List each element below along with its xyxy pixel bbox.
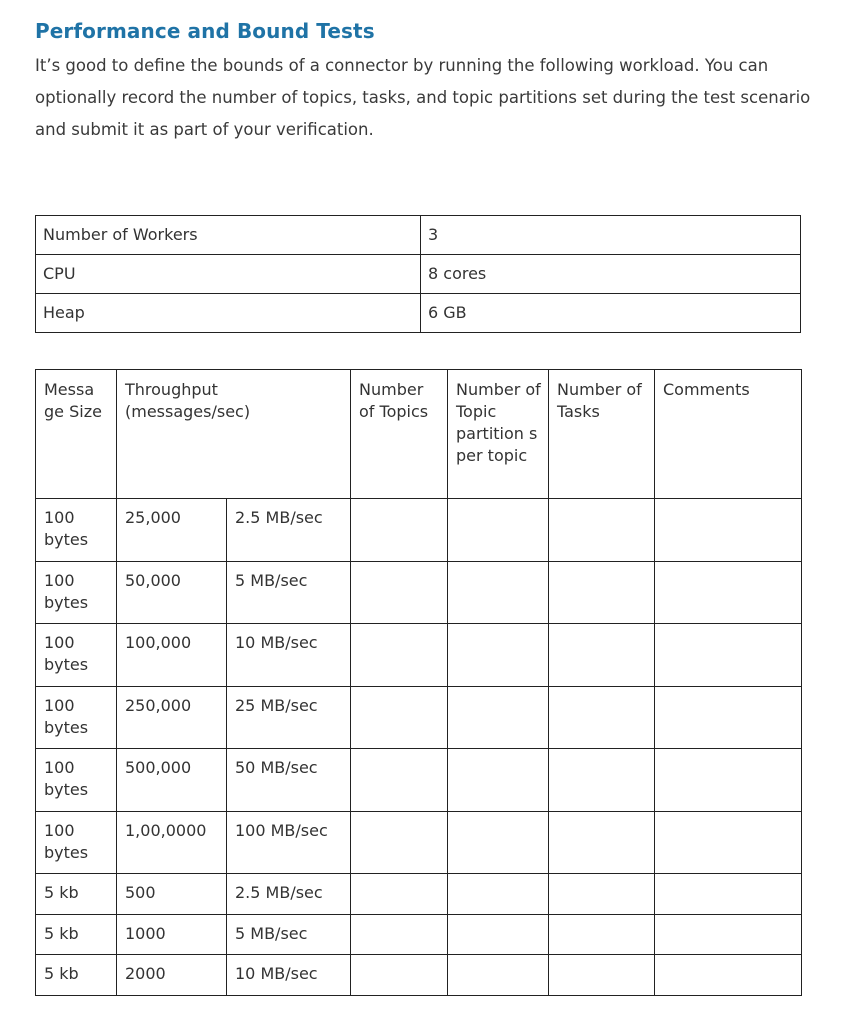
cell-data-rate: 10 MB/sec	[227, 955, 351, 996]
cell-number-of-topics[interactable]	[351, 749, 448, 812]
cell-data-rate: 10 MB/sec	[227, 624, 351, 687]
cell-data-rate: 50 MB/sec	[227, 749, 351, 812]
cell-partitions-per-topic[interactable]	[448, 686, 549, 749]
env-label: CPU	[36, 255, 421, 294]
cell-messages-per-sec: 250,000	[117, 686, 227, 749]
cell-number-of-topics[interactable]	[351, 914, 448, 955]
cell-number-of-topics[interactable]	[351, 499, 448, 562]
cell-data-rate: 2.5 MB/sec	[227, 874, 351, 915]
cell-number-of-tasks[interactable]	[549, 955, 655, 996]
cell-number-of-topics[interactable]	[351, 624, 448, 687]
cell-partitions-per-topic[interactable]	[448, 499, 549, 562]
table-row	[36, 624, 802, 687]
table-row	[36, 561, 802, 624]
cell-comments[interactable]	[655, 749, 802, 812]
table-row	[36, 811, 802, 874]
cell-message-size: 100 bytes	[36, 499, 117, 562]
header-comments: Comments	[655, 370, 802, 499]
header-number-of-topics: Number of Topics	[351, 370, 448, 499]
cell-number-of-topics[interactable]	[351, 561, 448, 624]
cell-message-size: 100 bytes	[36, 811, 117, 874]
table-header-row	[36, 370, 802, 499]
cell-messages-per-sec: 100,000	[117, 624, 227, 687]
cell-partitions-per-topic[interactable]	[448, 561, 549, 624]
page-title: Performance and Bound Tests	[35, 19, 375, 43]
header-throughput: Throughput (messages/sec)	[117, 370, 351, 499]
cell-message-size: 5 kb	[36, 955, 117, 996]
env-label: Heap	[36, 294, 421, 333]
cell-comments[interactable]	[655, 914, 802, 955]
env-value: 3	[421, 216, 801, 255]
cell-partitions-per-topic[interactable]	[448, 811, 549, 874]
cell-message-size: 5 kb	[36, 874, 117, 915]
cell-messages-per-sec: 25,000	[117, 499, 227, 562]
env-value: 6 GB	[421, 294, 801, 333]
cell-data-rate: 100 MB/sec	[227, 811, 351, 874]
cell-message-size: 5 kb	[36, 914, 117, 955]
cell-partitions-per-topic[interactable]	[448, 955, 549, 996]
intro-paragraph: It’s good to define the bounds of a connector by running the following workload. You can optionally record the number of topics, tasks, and topic partitions set during the test scenario and submit it as part of your verification.	[35, 56, 811, 139]
cell-message-size: 100 bytes	[36, 624, 117, 687]
cell-comments[interactable]	[655, 686, 802, 749]
table-row	[36, 914, 802, 955]
table-row	[36, 955, 802, 996]
cell-comments[interactable]	[655, 955, 802, 996]
cell-messages-per-sec: 1,00,0000	[117, 811, 227, 874]
header-number-of-tasks: Number of Tasks	[549, 370, 655, 499]
cell-messages-per-sec: 500	[117, 874, 227, 915]
cell-number-of-topics[interactable]	[351, 874, 448, 915]
env-row-workers	[36, 216, 801, 255]
cell-messages-per-sec: 1000	[117, 914, 227, 955]
header-partitions-per-topic: Number of Topic partition s per topic	[448, 370, 549, 499]
cell-partitions-per-topic[interactable]	[448, 749, 549, 812]
cell-number-of-topics[interactable]	[351, 955, 448, 996]
cell-number-of-tasks[interactable]	[549, 499, 655, 562]
cell-messages-per-sec: 2000	[117, 955, 227, 996]
cell-comments[interactable]	[655, 811, 802, 874]
cell-messages-per-sec: 50,000	[117, 561, 227, 624]
cell-message-size: 100 bytes	[36, 749, 117, 812]
cell-data-rate: 5 MB/sec	[227, 561, 351, 624]
env-row-cpu	[36, 255, 801, 294]
cell-comments[interactable]	[655, 874, 802, 915]
env-row-heap	[36, 294, 801, 333]
table-row	[36, 686, 802, 749]
cell-number-of-tasks[interactable]	[549, 686, 655, 749]
cell-comments[interactable]	[655, 624, 802, 687]
cell-message-size: 100 bytes	[36, 561, 117, 624]
table-row	[36, 874, 802, 915]
cell-number-of-tasks[interactable]	[549, 749, 655, 812]
env-value: 8 cores	[421, 255, 801, 294]
env-label: Number of Workers	[36, 216, 421, 255]
header-message-size: Messa ge Size	[36, 370, 117, 499]
cell-number-of-topics[interactable]	[351, 811, 448, 874]
cell-messages-per-sec: 500,000	[117, 749, 227, 812]
cell-number-of-tasks[interactable]	[549, 874, 655, 915]
table-row	[36, 499, 802, 562]
cell-number-of-tasks[interactable]	[549, 811, 655, 874]
table-row	[36, 749, 802, 812]
cell-partitions-per-topic[interactable]	[448, 874, 549, 915]
cell-data-rate: 5 MB/sec	[227, 914, 351, 955]
environment-table	[35, 215, 801, 333]
performance-table	[35, 369, 802, 996]
cell-comments[interactable]	[655, 499, 802, 562]
cell-number-of-topics[interactable]	[351, 686, 448, 749]
cell-data-rate: 25 MB/sec	[227, 686, 351, 749]
cell-data-rate: 2.5 MB/sec	[227, 499, 351, 562]
cell-comments[interactable]	[655, 561, 802, 624]
cell-number-of-tasks[interactable]	[549, 914, 655, 955]
cell-number-of-tasks[interactable]	[549, 624, 655, 687]
cell-message-size: 100 bytes	[36, 686, 117, 749]
cell-partitions-per-topic[interactable]	[448, 624, 549, 687]
cell-number-of-tasks[interactable]	[549, 561, 655, 624]
cell-partitions-per-topic[interactable]	[448, 914, 549, 955]
